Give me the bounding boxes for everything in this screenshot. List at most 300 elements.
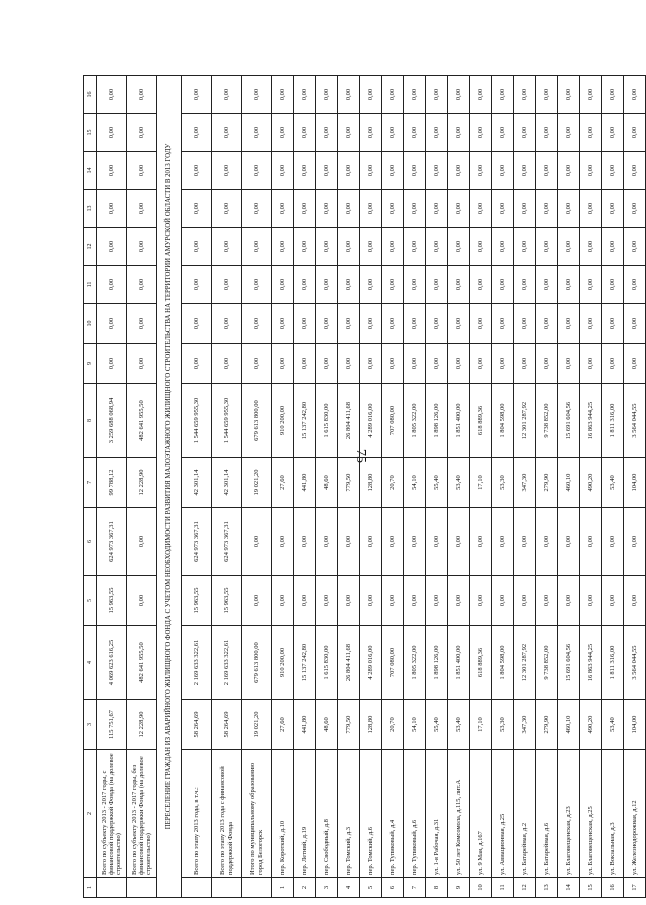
- value-cell: 128,80: [360, 700, 382, 750]
- table-row: [492, 76, 514, 898]
- value-cell: 0,00: [242, 152, 272, 190]
- value-cell: 0,00: [580, 508, 602, 576]
- value-cell: 0,00: [97, 304, 127, 344]
- value-cell: 0,00: [470, 304, 492, 344]
- value-cell: 0,00: [492, 576, 514, 626]
- value-cell: 53,30: [492, 458, 514, 508]
- value-cell: 0,00: [338, 76, 360, 114]
- value-cell: 0,00: [294, 114, 316, 152]
- value-cell: 0,00: [182, 114, 212, 152]
- section-title-row: [157, 76, 182, 898]
- table-row: [514, 76, 536, 898]
- column-number: 15: [84, 114, 97, 152]
- value-cell: 0,00: [448, 190, 470, 228]
- value-cell: 0,00: [602, 508, 624, 576]
- value-cell: 16 863 944,25: [580, 384, 602, 458]
- table-row: [470, 76, 492, 898]
- value-cell: 0,00: [97, 344, 127, 384]
- value-cell: 0,00: [426, 304, 448, 344]
- value-cell: 0,00: [404, 76, 426, 114]
- value-cell: 15 963,55: [212, 576, 242, 626]
- value-cell: 0,00: [558, 114, 580, 152]
- value-cell: 15 137 242,80: [294, 384, 316, 458]
- value-cell: 0,00: [316, 76, 338, 114]
- value-cell: 0,00: [602, 304, 624, 344]
- value-cell: 2: [294, 878, 316, 898]
- value-cell: 14: [558, 878, 580, 898]
- value-cell: 0,00: [382, 344, 404, 384]
- value-cell: 99 788,12: [97, 458, 127, 508]
- value-cell: 0,00: [382, 304, 404, 344]
- value-cell: 0,00: [624, 114, 646, 152]
- value-cell: 0,00: [97, 190, 127, 228]
- value-cell: 128,80: [360, 458, 382, 508]
- value-cell: 441,80: [294, 700, 316, 750]
- value-cell: 0,00: [470, 508, 492, 576]
- value-cell: 0,00: [448, 508, 470, 576]
- value-cell: 16 863 944,25: [580, 626, 602, 700]
- table-row: [127, 76, 157, 898]
- value-cell: 0,00: [242, 344, 272, 384]
- value-cell: 0,00: [338, 344, 360, 384]
- table-row: [182, 76, 212, 898]
- table-row: [558, 76, 580, 898]
- table-row: [536, 76, 558, 898]
- value-cell: 0,00: [558, 228, 580, 266]
- value-cell: 2 169 633 322,61: [182, 626, 212, 700]
- value-cell: 624 973 367,31: [182, 508, 212, 576]
- table-row: [316, 76, 338, 898]
- column-number: 7: [84, 458, 97, 508]
- value-cell: 0,00: [382, 76, 404, 114]
- value-cell: 0,00: [338, 190, 360, 228]
- value-cell: 5: [360, 878, 382, 898]
- value-cell: 9 738 852,00: [536, 384, 558, 458]
- value-cell: 11: [492, 878, 514, 898]
- value-cell: 0,00: [272, 304, 294, 344]
- value-cell: 0,00: [316, 114, 338, 152]
- value-cell: 3 564 044,55: [624, 384, 646, 458]
- value-cell: 0,00: [514, 152, 536, 190]
- value-cell: 0,00: [242, 76, 272, 114]
- value-cell: 0,00: [212, 190, 242, 228]
- table-row: [382, 76, 404, 898]
- value-cell: 0,00: [212, 266, 242, 304]
- address-cell: пер. Тупиковый, д.6: [404, 750, 426, 878]
- value-cell: 0,00: [360, 190, 382, 228]
- address-cell: пер. Летний, д.19: [294, 750, 316, 878]
- value-cell: 0,00: [316, 152, 338, 190]
- column-number: 4: [84, 626, 97, 700]
- value-cell: 6: [382, 878, 404, 898]
- value-cell: 482 641 955,50: [127, 384, 157, 458]
- value-cell: 0,00: [360, 114, 382, 152]
- value-cell: 7: [404, 878, 426, 898]
- value-cell: 0,00: [294, 152, 316, 190]
- value-cell: 1 615 830,00: [316, 626, 338, 700]
- table-row: [272, 76, 294, 898]
- value-cell: 624 973 367,31: [212, 508, 242, 576]
- value-cell: 460,10: [558, 700, 580, 750]
- value-cell: 55,40: [426, 458, 448, 508]
- value-cell: 104,00: [624, 458, 646, 508]
- value-cell: 1 898 126,00: [426, 384, 448, 458]
- value-cell: 279,90: [536, 700, 558, 750]
- column-number: 13: [84, 190, 97, 228]
- value-cell: 0,00: [404, 266, 426, 304]
- address-cell: пер. Тупиковый, д.4: [382, 750, 404, 878]
- value-cell: 0,00: [470, 114, 492, 152]
- table-row: [426, 76, 448, 898]
- address-cell: Всего по субъекту 2013 - 2017 годы, без финансовой поддержки Фонда (на долевое строительство): [127, 750, 157, 878]
- value-cell: 53,40: [602, 458, 624, 508]
- value-cell: 0,00: [404, 576, 426, 626]
- value-cell: 0,00: [97, 76, 127, 114]
- value-cell: 0,00: [514, 576, 536, 626]
- value-cell: 1 811 316,00: [602, 626, 624, 700]
- value-cell: 0,00: [212, 114, 242, 152]
- value-cell: 0,00: [536, 228, 558, 266]
- value-cell: 0,00: [404, 114, 426, 152]
- value-cell: 0,00: [580, 304, 602, 344]
- value-cell: 0,00: [536, 114, 558, 152]
- value-cell: 0,00: [426, 508, 448, 576]
- value-cell: 0,00: [294, 228, 316, 266]
- value-cell: 0,00: [492, 152, 514, 190]
- table-row: [602, 76, 624, 898]
- value-cell: 3 259 688 068,94: [97, 384, 127, 458]
- value-cell: 0,00: [382, 266, 404, 304]
- address-cell: ул. Железнодорожная, д.12: [624, 750, 646, 878]
- value-cell: 0,00: [242, 304, 272, 344]
- value-cell: 679 613 800,00: [242, 384, 272, 458]
- value-cell: 0,00: [382, 114, 404, 152]
- rotated-table: [83, 76, 638, 898]
- value-cell: 15: [580, 878, 602, 898]
- value-cell: 0,00: [338, 228, 360, 266]
- value-cell: 0,00: [602, 114, 624, 152]
- value-cell: 0,00: [127, 304, 157, 344]
- address-cell: ул. 1-я Рабочая, д.31: [426, 750, 448, 878]
- value-cell: 0,00: [360, 228, 382, 266]
- value-cell: 0,00: [426, 76, 448, 114]
- value-cell: 0,00: [536, 576, 558, 626]
- value-cell: 0,00: [492, 508, 514, 576]
- value-cell: 1 851 400,00: [448, 384, 470, 458]
- value-cell: 0,00: [242, 508, 272, 576]
- value-cell: 679 613 800,00: [242, 626, 272, 700]
- value-cell: 0,00: [404, 190, 426, 228]
- value-cell: 4: [338, 878, 360, 898]
- value-cell: 0,00: [212, 228, 242, 266]
- value-cell: 0,00: [272, 266, 294, 304]
- value-cell: 0,00: [242, 114, 272, 152]
- value-cell: 8: [426, 878, 448, 898]
- value-cell: 1 544 659 955,30: [182, 384, 212, 458]
- value-cell: 0,00: [182, 190, 212, 228]
- value-cell: 0,00: [272, 344, 294, 384]
- column-number-row: [84, 76, 97, 898]
- value-cell: 0,00: [272, 76, 294, 114]
- value-cell: 0,00: [514, 190, 536, 228]
- column-number: 11: [84, 266, 97, 304]
- value-cell: 0,00: [448, 344, 470, 384]
- value-cell: 0,00: [182, 266, 212, 304]
- value-cell: 490,20: [580, 458, 602, 508]
- address-cell: ул. 9 Мая, д.167: [470, 750, 492, 878]
- table-row: [294, 76, 316, 898]
- value-cell: 42 301,14: [182, 458, 212, 508]
- value-cell: 0,00: [338, 114, 360, 152]
- value-cell: 779,50: [338, 700, 360, 750]
- value-cell: [97, 878, 127, 898]
- value-cell: 0,00: [182, 304, 212, 344]
- column-number: 12: [84, 228, 97, 266]
- value-cell: 0,00: [404, 508, 426, 576]
- value-cell: 0,00: [404, 152, 426, 190]
- value-cell: 910 200,00: [272, 626, 294, 700]
- value-cell: 0,00: [470, 76, 492, 114]
- value-cell: 0,00: [127, 508, 157, 576]
- value-cell: 0,00: [448, 76, 470, 114]
- value-cell: 0,00: [536, 266, 558, 304]
- value-cell: 42 301,14: [212, 458, 242, 508]
- value-cell: 0,00: [536, 190, 558, 228]
- value-cell: 490,20: [580, 700, 602, 750]
- value-cell: 0,00: [97, 114, 127, 152]
- table-row: [212, 76, 242, 898]
- value-cell: 0,00: [536, 508, 558, 576]
- value-cell: 15 963,55: [182, 576, 212, 626]
- value-cell: 10: [470, 878, 492, 898]
- value-cell: 48,60: [316, 458, 338, 508]
- value-cell: 1 615 830,00: [316, 384, 338, 458]
- value-cell: 0,00: [316, 576, 338, 626]
- value-cell: 0,00: [127, 266, 157, 304]
- value-cell: 0,00: [624, 152, 646, 190]
- value-cell: 19 021,20: [242, 458, 272, 508]
- value-cell: 1 805 322,00: [404, 384, 426, 458]
- value-cell: 0,00: [360, 152, 382, 190]
- value-cell: 1 804 598,00: [492, 626, 514, 700]
- address-cell: пер. Томский, д.6: [360, 750, 382, 878]
- value-cell: 0,00: [382, 190, 404, 228]
- value-cell: 0,00: [242, 266, 272, 304]
- value-cell: 0,00: [580, 228, 602, 266]
- section-title: ПЕРЕСЕЛЕНИЕ ГРАЖДАН ИЗ АВАРИЙНОГО ЖИЛИЩНОГО ФОНДА С УЧЕТОМ НЕОБХОДИМОСТИ РАЗВИТИЯ МАЛОЭТАЖНОГО ЖИЛИЩНОГО СТРОИТЕЛЬСТВА НА ТЕРРИТОРИИ АМУРСКОЙ ОБЛАСТИ В 2013 ГОДУ: [157, 76, 182, 898]
- value-cell: 707 080,00: [382, 384, 404, 458]
- table-row: [360, 76, 382, 898]
- value-cell: 26 804 411,68: [338, 384, 360, 458]
- value-cell: 0,00: [338, 576, 360, 626]
- value-cell: 0,00: [624, 266, 646, 304]
- column-number: 8: [84, 384, 97, 458]
- value-cell: 54,10: [404, 700, 426, 750]
- value-cell: 0,00: [212, 76, 242, 114]
- value-cell: 0,00: [338, 152, 360, 190]
- column-number: 14: [84, 152, 97, 190]
- address-cell: ул. Батарейная, д.2: [514, 750, 536, 878]
- value-cell: 347,30: [514, 700, 536, 750]
- value-cell: 1 898 126,00: [426, 626, 448, 700]
- value-cell: 0,00: [580, 344, 602, 384]
- value-cell: 0,00: [316, 266, 338, 304]
- value-cell: 0,00: [558, 304, 580, 344]
- value-cell: 0,00: [602, 576, 624, 626]
- value-cell: 0,00: [97, 152, 127, 190]
- value-cell: 3 564 044,55: [624, 626, 646, 700]
- table-row: [580, 76, 602, 898]
- value-cell: 0,00: [448, 266, 470, 304]
- table-body: [97, 76, 646, 898]
- value-cell: 9: [448, 878, 470, 898]
- value-cell: 0,00: [242, 576, 272, 626]
- value-cell: 0,00: [272, 114, 294, 152]
- value-cell: 12 301 287,92: [514, 626, 536, 700]
- value-cell: [182, 878, 212, 898]
- value-cell: 1 804 598,00: [492, 384, 514, 458]
- table-row: [404, 76, 426, 898]
- value-cell: 0,00: [448, 152, 470, 190]
- column-number: 10: [84, 304, 97, 344]
- value-cell: 0,00: [580, 190, 602, 228]
- value-cell: 0,00: [360, 576, 382, 626]
- value-cell: [127, 878, 157, 898]
- value-cell: 0,00: [212, 152, 242, 190]
- value-cell: 0,00: [338, 266, 360, 304]
- value-cell: 0,00: [492, 344, 514, 384]
- value-cell: 0,00: [624, 576, 646, 626]
- address-cell: Всего по этапу 2013 года, в т.ч.:: [182, 750, 212, 878]
- value-cell: 104,00: [624, 700, 646, 750]
- address-cell: Итого по муниципальному образованию город Белогорск: [242, 750, 272, 878]
- value-cell: 0,00: [382, 152, 404, 190]
- value-cell: 0,00: [212, 344, 242, 384]
- value-cell: 0,00: [127, 190, 157, 228]
- value-cell: 0,00: [360, 344, 382, 384]
- value-cell: 0,00: [338, 304, 360, 344]
- value-cell: 9 738 852,00: [536, 626, 558, 700]
- value-cell: 707 080,00: [382, 626, 404, 700]
- value-cell: 0,00: [382, 228, 404, 266]
- value-cell: 0,00: [97, 228, 127, 266]
- value-cell: 0,00: [242, 228, 272, 266]
- value-cell: [212, 878, 242, 898]
- value-cell: 15 691 604,56: [558, 384, 580, 458]
- value-cell: 441,80: [294, 458, 316, 508]
- value-cell: 2 169 633 322,61: [212, 626, 242, 700]
- column-number: 16: [84, 76, 97, 114]
- value-cell: 12 228,90: [127, 700, 157, 750]
- table-row: [448, 76, 470, 898]
- value-cell: 0,00: [602, 190, 624, 228]
- value-cell: 4 289 016,00: [360, 384, 382, 458]
- value-cell: 0,00: [272, 190, 294, 228]
- value-cell: 0,00: [272, 152, 294, 190]
- value-cell: 0,00: [580, 152, 602, 190]
- value-cell: 0,00: [580, 114, 602, 152]
- value-cell: 0,00: [624, 228, 646, 266]
- value-cell: 0,00: [624, 190, 646, 228]
- value-cell: 0,00: [182, 228, 212, 266]
- table-row: [97, 76, 127, 898]
- address-cell: ул. Авиационная, д.25: [492, 750, 514, 878]
- address-cell: Всего по этапу 2013 года с финансовой поддержкой Фонда: [212, 750, 242, 878]
- value-cell: 54,10: [404, 458, 426, 508]
- value-cell: 13: [536, 878, 558, 898]
- value-cell: 0,00: [536, 152, 558, 190]
- value-cell: 0,00: [602, 152, 624, 190]
- value-cell: 0,00: [426, 114, 448, 152]
- value-cell: 0,00: [514, 344, 536, 384]
- value-cell: 0,00: [536, 304, 558, 344]
- value-cell: 0,00: [316, 508, 338, 576]
- value-cell: 53,30: [492, 700, 514, 750]
- address-cell: ул. Батарейная, д.6: [536, 750, 558, 878]
- value-cell: 0,00: [492, 228, 514, 266]
- value-cell: 0,00: [624, 508, 646, 576]
- resettlement-table: [83, 75, 646, 898]
- rotated-table-area: [83, 76, 638, 898]
- value-cell: 0,00: [514, 508, 536, 576]
- value-cell: 0,00: [242, 190, 272, 228]
- value-cell: 624 973 367,31: [97, 508, 127, 576]
- value-cell: 0,00: [470, 190, 492, 228]
- value-cell: 0,00: [182, 76, 212, 114]
- value-cell: 0,00: [602, 344, 624, 384]
- value-cell: 1 805 322,00: [404, 626, 426, 700]
- value-cell: 0,00: [514, 114, 536, 152]
- value-cell: 0,00: [382, 508, 404, 576]
- value-cell: 0,00: [127, 76, 157, 114]
- value-cell: 12 228,90: [127, 458, 157, 508]
- value-cell: 12 301 287,92: [514, 384, 536, 458]
- value-cell: 0,00: [514, 304, 536, 344]
- value-cell: 1 811 316,00: [602, 384, 624, 458]
- value-cell: 48,60: [316, 700, 338, 750]
- value-cell: 0,00: [470, 576, 492, 626]
- value-cell: 0,00: [294, 576, 316, 626]
- value-cell: 0,00: [624, 344, 646, 384]
- value-cell: 27,60: [272, 458, 294, 508]
- value-cell: 4 289 016,00: [360, 626, 382, 700]
- value-cell: 0,00: [316, 190, 338, 228]
- value-cell: 58 264,69: [182, 700, 212, 750]
- value-cell: 0,00: [272, 228, 294, 266]
- value-cell: 0,00: [316, 304, 338, 344]
- table-row: [242, 76, 272, 898]
- value-cell: 27,60: [272, 700, 294, 750]
- value-cell: 0,00: [492, 114, 514, 152]
- value-cell: 0,00: [127, 344, 157, 384]
- value-cell: 0,00: [272, 576, 294, 626]
- value-cell: [242, 878, 272, 898]
- value-cell: 347,30: [514, 458, 536, 508]
- value-cell: 0,00: [426, 190, 448, 228]
- value-cell: 17,10: [470, 700, 492, 750]
- column-number: 5: [84, 576, 97, 626]
- value-cell: 20,70: [382, 700, 404, 750]
- table-row: [338, 76, 360, 898]
- value-cell: 0,00: [448, 304, 470, 344]
- value-cell: 0,00: [404, 228, 426, 266]
- value-cell: 0,00: [338, 508, 360, 576]
- value-cell: 0,00: [127, 114, 157, 152]
- column-number: 9: [84, 344, 97, 384]
- address-cell: пер. Короткий, д.10: [272, 750, 294, 878]
- value-cell: 0,00: [448, 228, 470, 266]
- address-cell: ул. Благовещенская, д.25: [580, 750, 602, 878]
